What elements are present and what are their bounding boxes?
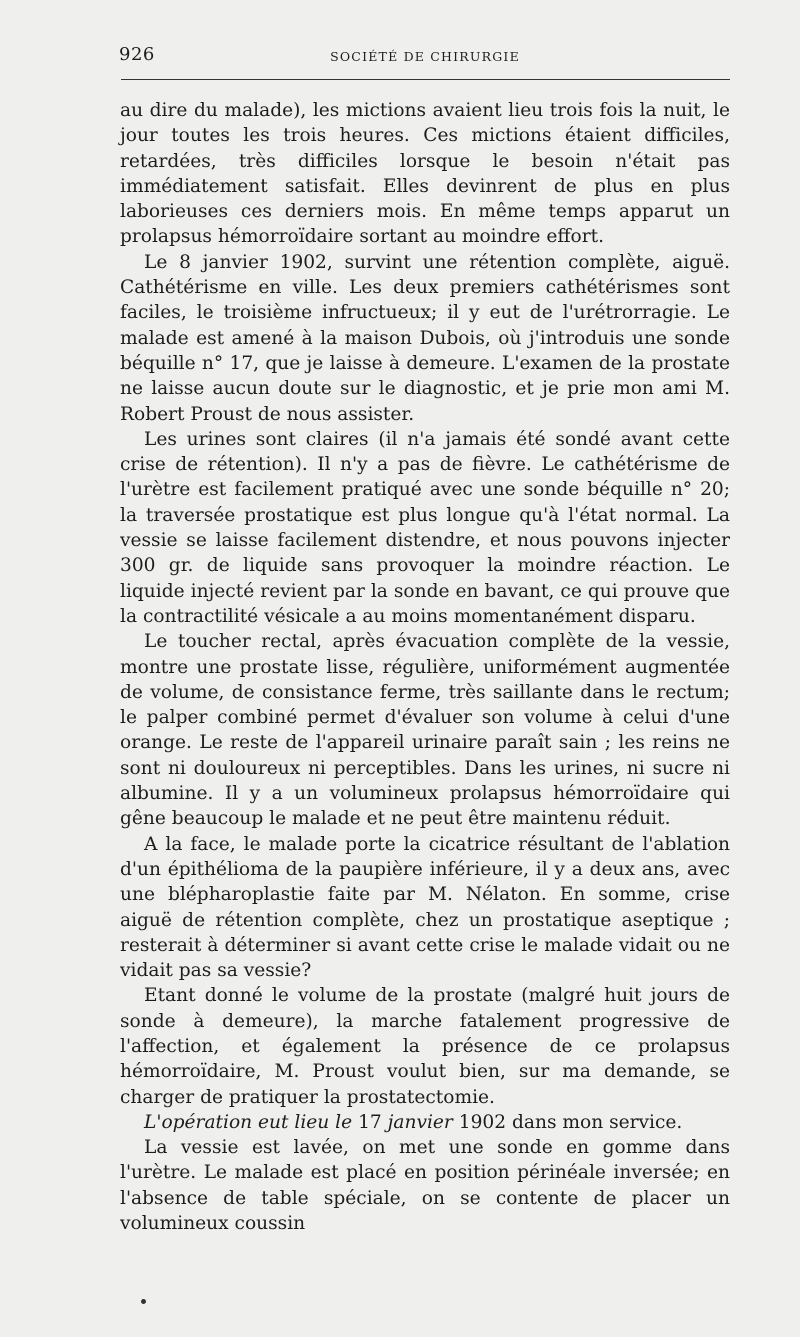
body-text xyxy=(120,98,730,1236)
page-number: 926 xyxy=(119,44,155,65)
running-head: SOCIÉTÉ DE CHIRURGIE xyxy=(330,49,520,64)
operation-rest: 1902 dans mon service. xyxy=(458,1111,683,1133)
paragraph: A la face, le malade porte la cicatrice résultant de l'ablation d'un épithélioma de la paupière inférieure, il y a deux ans, avec une blépharoplastie faite par M. Nélaton. En somme, crise aiguë de rétention complète, chez un prostatique aseptique ; resterait à déterminer si avant cette crise le malade vidait ou ne vidait pas sa vessie? xyxy=(120,833,730,982)
operation-paragraph xyxy=(120,1110,730,1135)
paragraph: Les urines sont claires (il n'a jamais été sondé avant cette crise de rétention). Il n'y a pas de fièvre. Le cathétérisme de l'urètre est facilement pratiqué avec une sonde béquille n° 20; la traversée prostatique est plus longue qu'à l'état normal. La vessie se laisse facilement distendre, et nous pouvons injecter 300 gr. de liquide sans provoquer la moindre réaction. Le liquide injecté revient par la sonde en bavant, ce qui prouve que la contractilité vésicale a au moins momentanément disparu. xyxy=(120,428,730,627)
operation-italic-1: L'opération eut lieu le xyxy=(144,1111,353,1133)
paragraph: Le 8 janvier 1902, survint une rétention complète, aiguë. Cathétérisme en ville. Les deux premiers cathétérismes sont faciles, le troisième infructueux; il y eut de l'urétrorragie. Le malade est amené à la maison Dubois, où j'introduis une sonde béquille n° 17, que je laisse à demeure. L'examen de la prostate ne laisse aucun doute sur le diagnostic, et je prie mon ami M. Robert Proust de nous assister. xyxy=(120,251,730,425)
paragraph: au dire du malade), les mictions avaient lieu trois fois la nuit, le jour toutes les trois heures. Ces mictions étaient difficiles, retardées, très difficiles lorsque le besoin n'était pas immédiatement satisfait. Elles devinrent de plus en plus laborieuses ces derniers mois. En même temps apparut un prolapsus hémorroïdaire sortant au moindre effort. xyxy=(120,100,730,248)
paragraph: La vessie est lavée, on met une sonde en gomme dans l'urètre. Le malade est placé en position périnéale inversée; en l'absence de table spéciale, on se contente de placer un volumineux coussin xyxy=(120,1137,730,1235)
paragraph: Le toucher rectal, après évacuation complète de la vessie, montre une prostate lisse, régulière, uniformément augmentée de volume, de consistance ferme, très saillante dans le rectum; le palper combiné permet d'évaluer son volume à celui d'une orange. Le reste de l'appareil urinaire paraît sain ; les reins ne sont ni douloureux ni perceptibles. Dans les urines, ni sucre ni albumine. Il y a un volumineux prolapsus hémorroïdaire qui gêne beaucoup le malade et ne peut être maintenu réduit. xyxy=(120,631,730,830)
header-rule xyxy=(121,79,730,80)
ink-dot xyxy=(141,1299,146,1304)
paragraph: Etant donné le volume de la prostate (malgré huit jours de sonde à demeure), la marche fatalement progressive de l'affection, et également la présence de ce prolapsus hémorroïdaire, M. Proust voulut bien, sur ma demande, se charger de pratiquer la prostatectomie. xyxy=(120,985,730,1108)
page-header xyxy=(119,44,731,70)
operation-italic-2: janvier xyxy=(387,1111,453,1133)
operation-day: 17 xyxy=(358,1111,382,1133)
